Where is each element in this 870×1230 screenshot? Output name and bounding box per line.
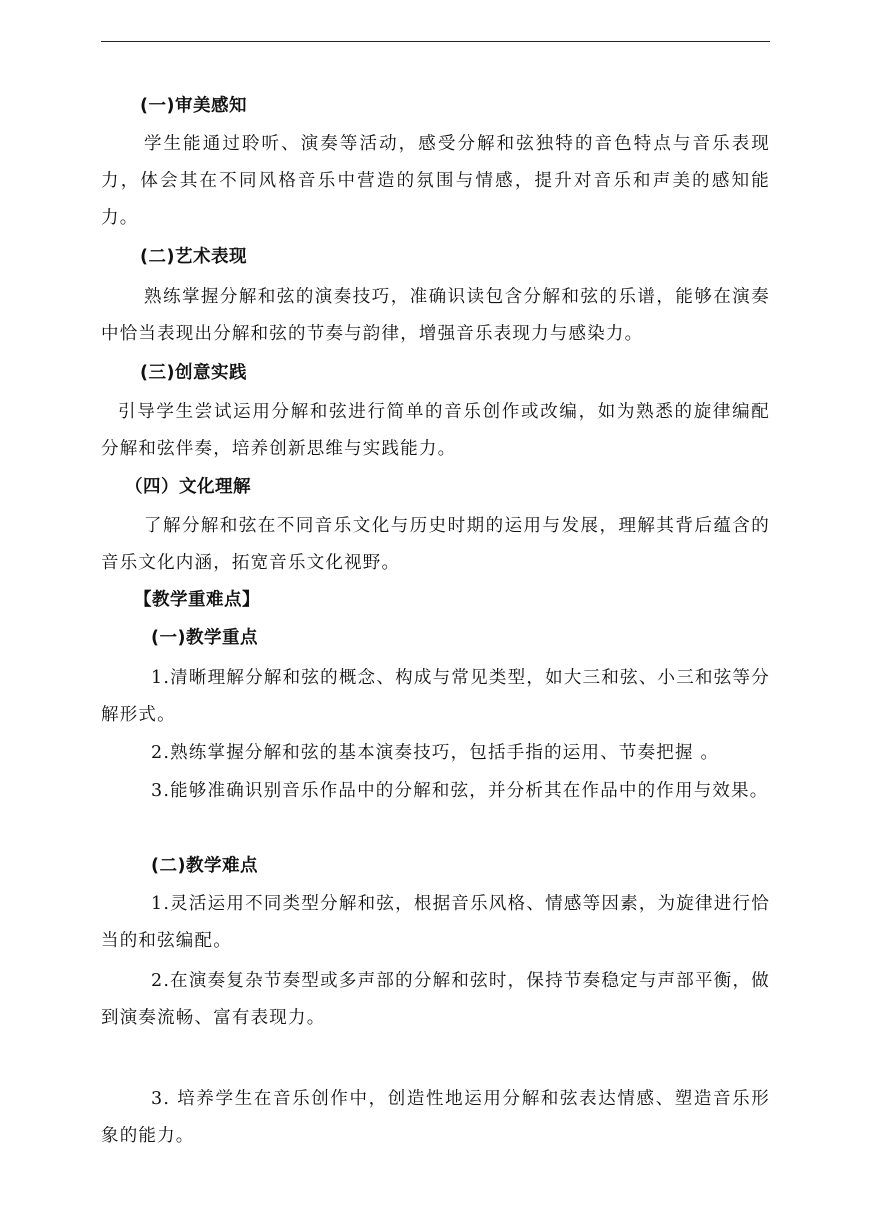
- key-point-item: 3.能够准确识别音乐作品中的分解和弦，并分析其在作品中的作用与效果。: [151, 781, 769, 801]
- paragraph-creative-practice: 引导学生尝试运用分解和弦进行简单的音乐创作或改编，如为熟悉的旋律编配分解和弦伴奏，培养创新思维与实践能力。: [101, 402, 770, 459]
- heading-cultural-understanding: （四）文化理解: [125, 477, 251, 497]
- difficult-point-item: 3. 培养学生在音乐创作中，创造性地运用分解和弦表达情感、塑造音乐形象的能力。: [101, 1089, 770, 1146]
- heading-key-points: (一)教学重点: [151, 628, 258, 648]
- difficult-point-item: 1.灵活运用不同类型分解和弦，根据音乐风格、情感等因素，为旋律进行恰当的和弦编配。: [101, 894, 770, 951]
- difficult-point-item: 2.在演奏复杂节奏型或多声部的分解和弦时，保持节奏稳定与声部平衡，做到演奏流畅、富有表现力。: [101, 971, 770, 1028]
- key-point-item: 2.熟练掌握分解和弦的基本演奏技巧，包括手指的运用、节奏把握 。: [151, 743, 720, 763]
- paragraph-cultural-understanding: 了解分解和弦在不同音乐文化与历史时期的运用与发展，理解其背后蕴含的音乐文化内涵，拓宽音乐文化视野。: [101, 516, 770, 573]
- key-point-item: 1.清晰理解分解和弦的概念、构成与常见类型，如大三和弦、小三和弦等分解形式。: [101, 668, 770, 725]
- heading-difficult-points: (二)教学难点: [151, 856, 258, 876]
- heading-creative-practice: (三)创意实践: [140, 363, 247, 383]
- header-rule: [101, 41, 770, 42]
- section-title-teaching-focus: 【教学重难点】: [134, 590, 260, 610]
- heading-artistic-expression: (二)艺术表现: [140, 247, 247, 267]
- paragraph-artistic-expression: 熟练掌握分解和弦的演奏技巧，准确识读包含分解和弦的乐谱，能够在演奏中恰当表现出分解和弦的节奏与韵律，增强音乐表现力与感染力。: [101, 287, 770, 344]
- heading-aesthetic-perception: (一)审美感知: [140, 96, 247, 116]
- paragraph-aesthetic-perception: 学生能通过聆听、演奏等活动，感受分解和弦独特的音色特点与音乐表现力，体会其在不同风格音乐中营造的氛围与情感，提升对音乐和声美的感知能力。: [101, 134, 770, 228]
